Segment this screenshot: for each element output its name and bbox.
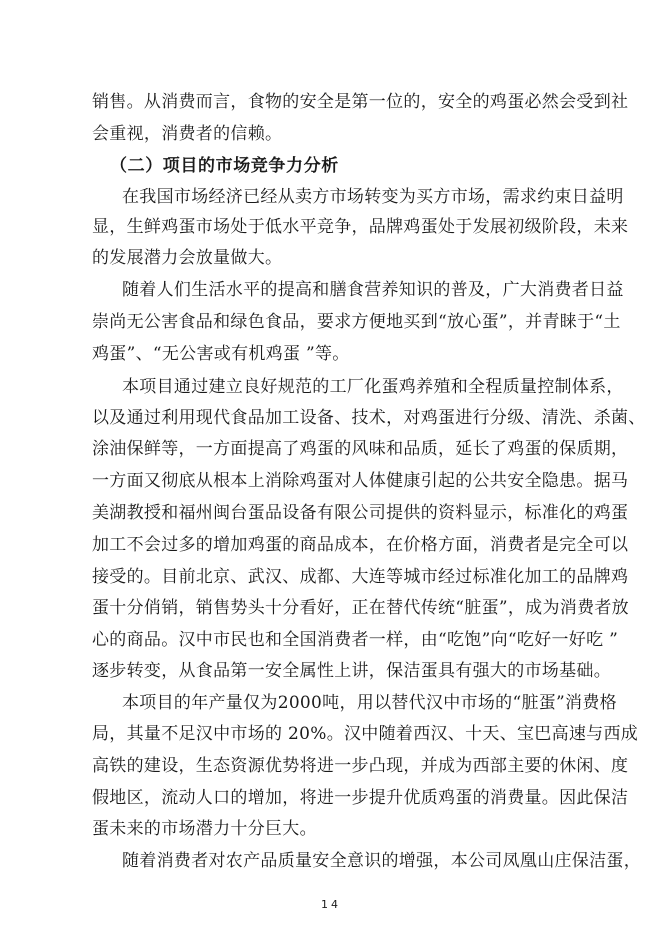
paragraph-line: 本项目的年产量仅为2000吨，用以替代汉中市场的“脏蛋”消费格 [122, 693, 617, 713]
paragraph-line: 蛋未来的市场潜力十分巨大。 [92, 819, 317, 839]
paragraph-line: 逐步转变，从食品第一安全属性上讲，保洁蛋具有强大的市场基础。 [92, 661, 611, 681]
paragraph-line: 销售。从消费而言，食物的安全是第一位的，安全的鸡蛋必然会受到社 [92, 92, 629, 112]
paragraph-line: 显，生鲜鸡蛋市场处于低水平竞争，品牌鸡蛋处于发展初级阶段，未来 [92, 217, 629, 237]
section-heading: （二）项目的市场竞争力分析 [110, 156, 339, 176]
paragraph-line: 在我国市场经济已经从卖方市场转变为买方市场，需求约束日益明 [122, 187, 624, 207]
paragraph-line: 心的商品。汉中市民也和全国消费者一样，由“吃饱”向“吃好一好吃 ” [92, 630, 619, 650]
paragraph-line: 蛋十分俏销，销售势头十分看好，正在替代传统“脏蛋”，成为消费者放 [92, 598, 629, 618]
paragraph-line: 崇尚无公害食品和绿色食品，要求方便地买到“放心蛋”，并青睐于“土 [92, 312, 621, 332]
paragraph-line: 接受的。目前北京、武汉、成都、大连等城市经过标准化加工的品牌鸡 [92, 567, 629, 587]
paragraph-line: 的发展潜力会放量做大。 [92, 248, 283, 268]
paragraph-line: 加工不会过多的增加鸡蛋的商品成本，在价格方面，消费者是完全可以 [92, 535, 629, 555]
paragraph-line: 假地区，流动人口的增加，将进一步提升优质鸡蛋的消费量。因此保洁 [92, 788, 629, 808]
paragraph-line: 会重视，消费者的信赖。 [92, 124, 283, 144]
paragraph-line: 局，其量不足汉中市场的 20%。汉中随着西汉、十天、宝巴高速与西成 [92, 724, 639, 744]
paragraph-line: 一方面又彻底从根本上消除鸡蛋对人体健康引起的公共安全隐患。据马 [92, 471, 629, 491]
paragraph-line: 高铁的建设，生态资源优势将进一步凸现，并成为西部主要的休闲、度 [92, 756, 629, 776]
paragraph-line: 美湖教授和福州闽台蛋品设备有限公司提供的资料显示，标准化的鸡蛋 [92, 503, 629, 523]
paragraph-line: 以及通过利用现代食品加工设备、技术，对鸡蛋进行分级、清洗、杀菌、 [92, 408, 646, 428]
paragraph-line: 随着消费者对农产品质量安全意识的增强，本公司凤凰山庄保洁蛋， [122, 851, 641, 871]
paragraph-line: 本项目通过建立良好规范的工厂化蛋鸡养殖和全程质量控制体系， [122, 377, 624, 397]
paragraph-line: 鸡蛋”、“无公害或有机鸡蛋 ”等。 [92, 344, 350, 364]
paragraph-line: 随着人们生活水平的提高和膳食营养知识的普及，广大消费者日益 [122, 280, 624, 300]
paragraph-line: 涂油保鲜等，一方面提高了鸡蛋的风味和品质，延长了鸡蛋的保质期， [92, 439, 629, 459]
page-number: 14 [321, 898, 341, 911]
